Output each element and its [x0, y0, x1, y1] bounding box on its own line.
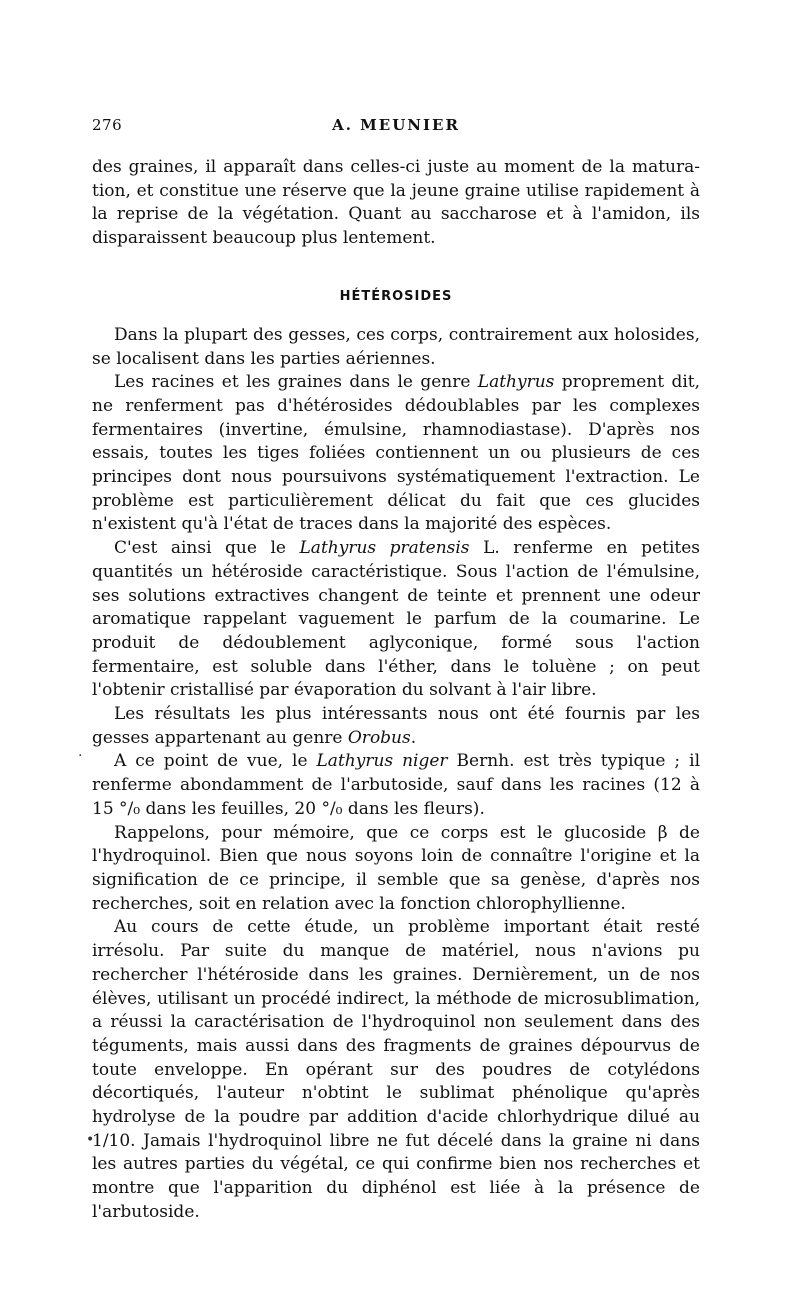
- paragraph-2: [92, 371, 700, 537]
- paragraph-3: [92, 537, 700, 703]
- paragraph-7: Au cours de cette étude, un problème important était resté irrésolu. Par suite du manque de matériel, nous n'avions pu rechercher l'hétéroside dans les graines. Dernièrement, un de nos élèves, utilisant un procédé indirect, la méthode de microsublimation, a réussi la caractérisation de l'hydroquinol non seulement dans des téguments, mais aussi dans des fragments de graines dépourvus de toute enveloppe. En opérant sur des poudres de cotylédons décortiqués, l'auteur n'obtint le sublimat phénolique qu'après hydrolyse de la poudre par addition d'acide chlorhydrique dilué au 1/10. Jamais l'hydroquinol libre ne fut décelé dans la graine ni dans les autres parties du végétal, ce qui confirme bien nos recherches et montre que l'apparition du diphénol est liée à la présence de l'arbutoside.: [92, 917, 700, 1222]
- margin-dot: •: [86, 1132, 95, 1148]
- running-head: [92, 116, 700, 140]
- paragraph-5-before: A ce point de vue, le: [114, 751, 317, 772]
- paragraph-4-before: Les résultats les plus intéressants nous ont été fournis par les gesses appartenant au genre: [92, 704, 700, 748]
- section-title: HÉTÉROSIDES: [339, 288, 453, 304]
- intro-paragraph: des graines, il apparaît dans celles-ci juste au moment de la maturation, et constitue une réserve que la jeune graine utilise rapidement à la reprise de la végétation. Quant au saccharose et à l'amidon, ils disparaissent beaucoup plus lentement.: [92, 157, 700, 249]
- paragraph-2-after: proprement dit, ne renferment pas d'hétérosides dédoublables par les complexes fermentaires (invertine, émulsine, rhamnodiastase). D'après nos essais, toutes les tiges foliées contiennent un ou plusieurs de ces principes dont nous poursuivons systématiquement l'extraction. Le problème est particulièrement délicat du fait que ces glucides n'existent qu'à l'état de traces dans la majorité des espèces.: [92, 372, 701, 535]
- italic-term: Lathyrus: [477, 372, 555, 393]
- paragraph-4-after: .: [410, 727, 417, 748]
- paragraph-2-before: Les racines et les graines dans le genre: [114, 372, 478, 393]
- page: [92, 116, 700, 1225]
- paragraph-5: [92, 750, 700, 821]
- paragraph-5-after: Bernh. est très typique ; il renferme abondamment de l'arbutoside, sauf dans les racines (12 à 15 °/₀ dans les feuilles, 20 °/₀ dans les fleurs).: [92, 751, 701, 819]
- paragraph-3-before: C'est ainsi que le: [114, 538, 300, 559]
- italic-term: Lathyrus pratensis: [299, 538, 470, 559]
- paragraph-4: [92, 703, 700, 750]
- page-number: 276: [92, 116, 123, 134]
- margin-mark: .: [78, 744, 83, 760]
- paragraph-3-after: L. renferme en petites quantités un hétéroside caractéristique. Sous l'action de l'émulsine, ses solutions extractives changent de teinte et prennent une odeur aromatique rappelant vaguement le parfum de la coumarine. Le produit de dédoublement aglyconique, formé sous l'action fermentaire, est soluble dans l'éther, dans le toluène ; on peut l'obtenir cristallisé par évaporation du solvant à l'air libre.: [92, 538, 700, 701]
- paragraph-1: Dans la plupart des gesses, ces corps, contrairement aux holosides, se localisent dans les parties aériennes.: [92, 324, 700, 369]
- running-head-author: A. MEUNIER: [332, 116, 460, 134]
- italic-term: Orobus: [347, 727, 411, 748]
- italic-term: Lathyrus niger: [316, 751, 448, 772]
- paragraph-6: Rappelons, pour mémoire, que ce corps est le glucoside β de l'hydroquinol. Bien que nous soyons loin de connaître l'origine et la signification de ce principe, il semble que sa genèse, d'après nos recherches, soit en relation avec la fonction chlorophyllienne.: [92, 822, 700, 914]
